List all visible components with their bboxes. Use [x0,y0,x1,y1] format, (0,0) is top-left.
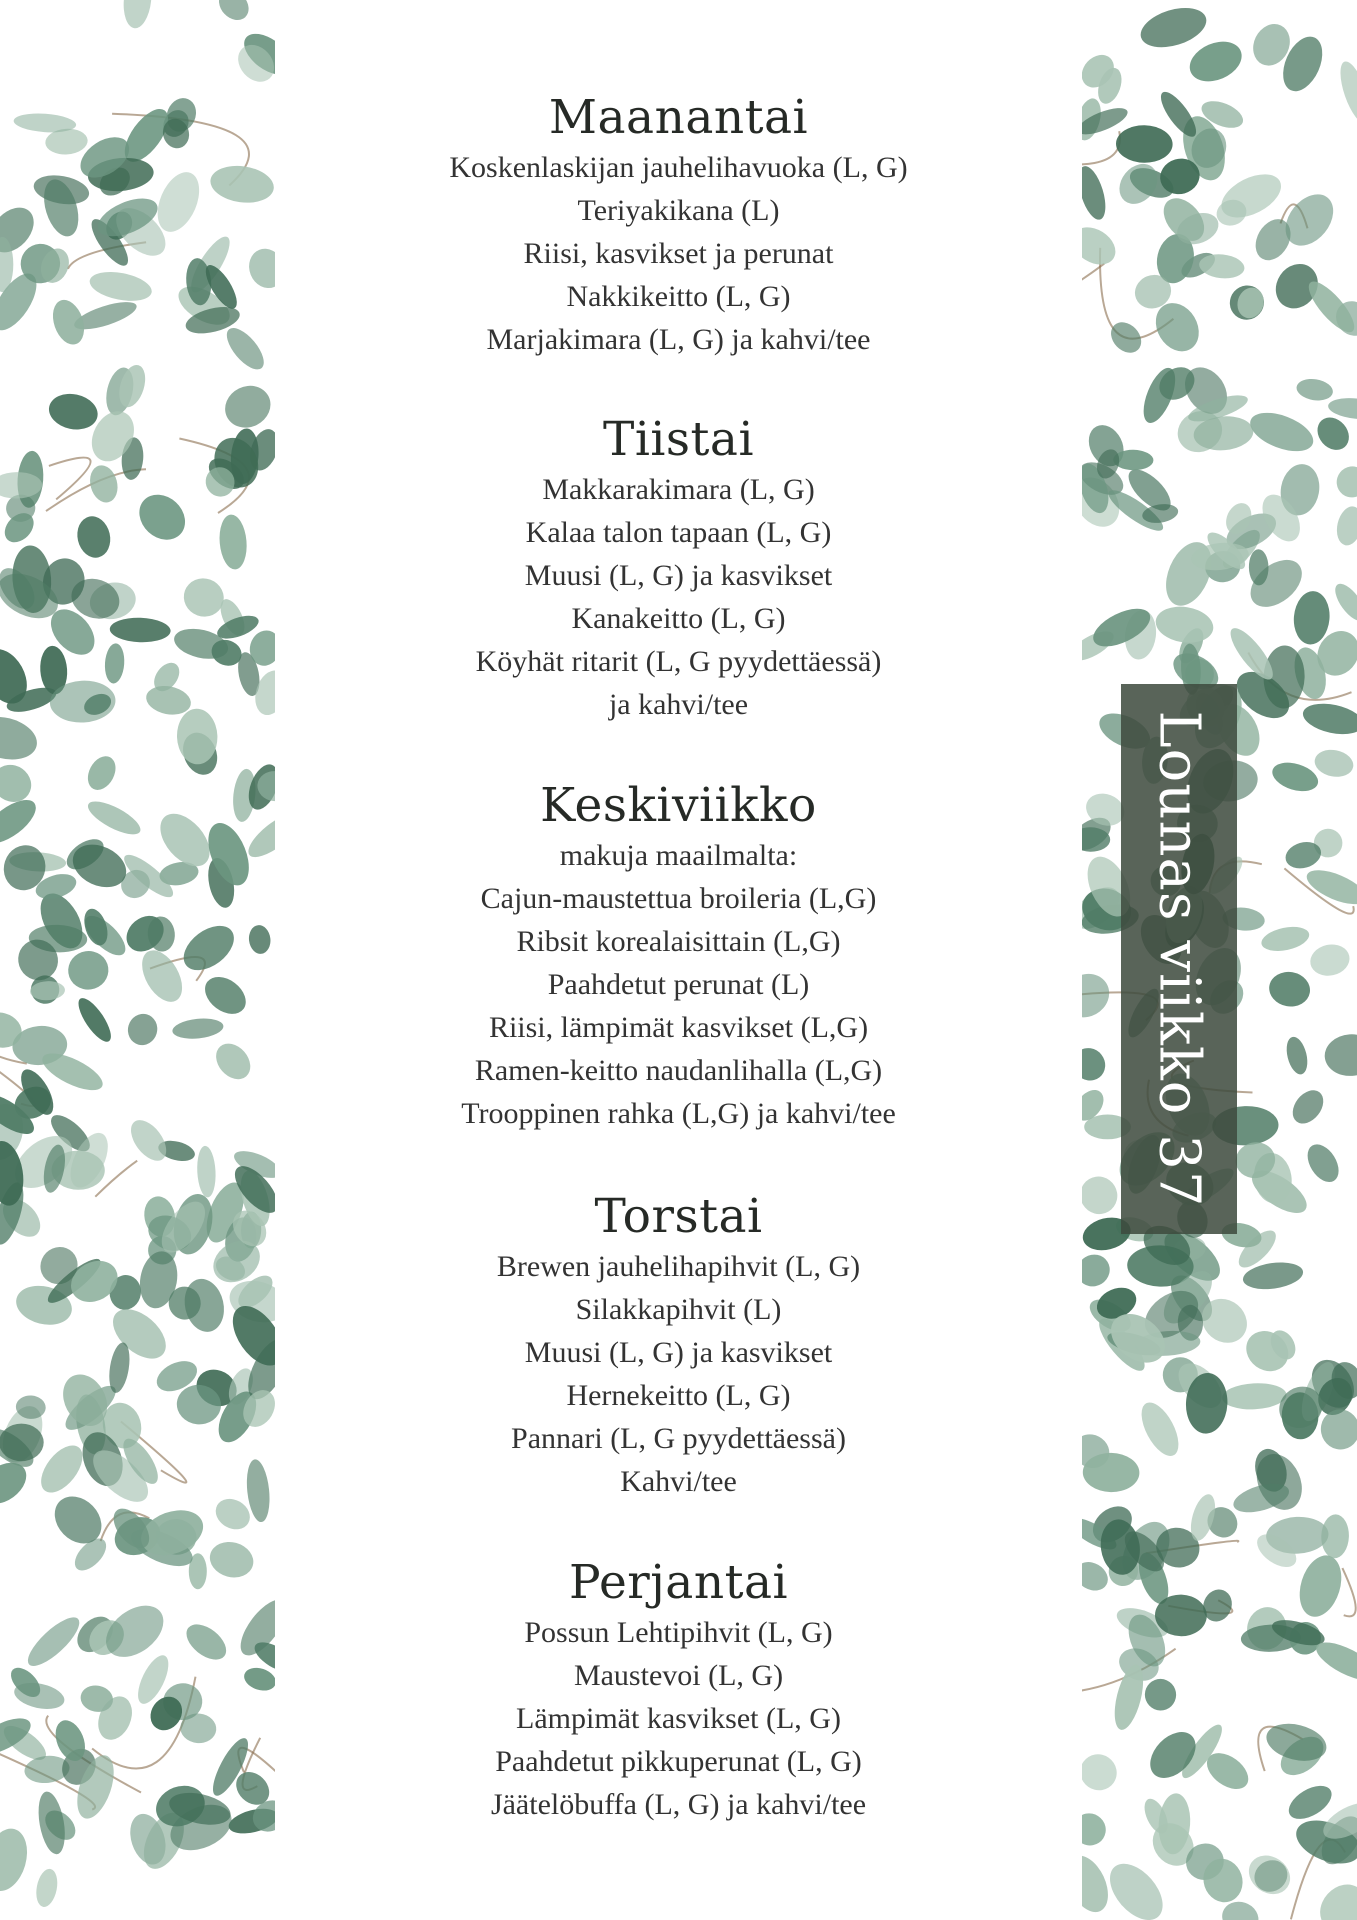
menu-item: Cajun-maustettua broileria (L,G) [480,882,877,915]
day-section-monday [275,90,1082,361]
day-section-tuesday [275,412,1082,726]
day-section-thursday [275,1189,1082,1503]
menu-item: Muusi (L, G) ja kasvikset [524,1336,833,1369]
menu-item: Possun Lehtipihvit (L, G) [524,1616,833,1649]
menu-item: Teriyakikana (L) [577,194,780,227]
menu-item: Pannari (L, G pyydettäessä) [511,1422,846,1455]
menu-item: Kanakeitto (L, G) [571,602,786,635]
banner-title: Lounas viikko 37 [1146,710,1212,1208]
day-title: Perjantai [568,1555,789,1610]
menu-item: Trooppinen rahka (L,G) ja kahvi/tee [461,1097,896,1130]
menu-item: Köyhät ritarit (L, G pyydettäessä) [475,645,882,678]
menu-item: Nakkikeitto (L, G) [566,280,791,313]
menu-item: Lämpimät kasvikset (L, G) [516,1702,841,1735]
week-banner [1121,684,1237,1234]
menu-item: Makkarakimara (L, G) [542,473,815,506]
menu-item: Marjakimara (L, G) ja kahvi/tee [486,323,871,356]
day-title: Keskiviikko [540,778,817,833]
menu-item: Kahvi/tee [620,1465,737,1498]
eucalyptus-border-left [0,0,275,1920]
day-section-friday [275,1555,1082,1826]
menu-item: Brewen jauhelihapihvit (L, G) [496,1250,861,1283]
menu-item: Muusi (L, G) ja kasvikset [524,559,833,592]
day-title: Maanantai [548,90,809,145]
menu-item: Silakkapihvit (L) [575,1293,782,1326]
menu-item: makuja maailmalta: [559,839,798,872]
eucalyptus-leaves-left-icon [0,0,275,1920]
day-section-wednesday [275,778,1082,1135]
menu-item: Kalaa talon tapaan (L, G) [525,516,832,549]
menu-item: Paahdetut pikkuperunat (L, G) [495,1745,862,1778]
menu-item: Paahdetut perunat (L) [547,968,810,1001]
day-title: Torstai [594,1189,763,1244]
menu-item: Koskenlaskijan jauhelihavuoka (L, G) [449,151,908,184]
menu-item: Riisi, lämpimät kasvikset (L,G) [488,1011,869,1044]
menu-item: Maustevoi (L, G) [573,1659,784,1692]
menu-item: Jäätelöbuffa (L, G) ja kahvi/tee [490,1788,867,1821]
menu-item: Riisi, kasvikset ja perunat [523,237,834,270]
menu-item: ja kahvi/tee [608,688,749,721]
menu-item: Hernekeitto (L, G) [566,1379,791,1412]
menu-item: Ramen-keitto naudanlihalla (L,G) [474,1054,883,1087]
menu-item: Ribsit korealaisittain (L,G) [516,925,841,958]
day-title: Tiistai [603,412,754,467]
